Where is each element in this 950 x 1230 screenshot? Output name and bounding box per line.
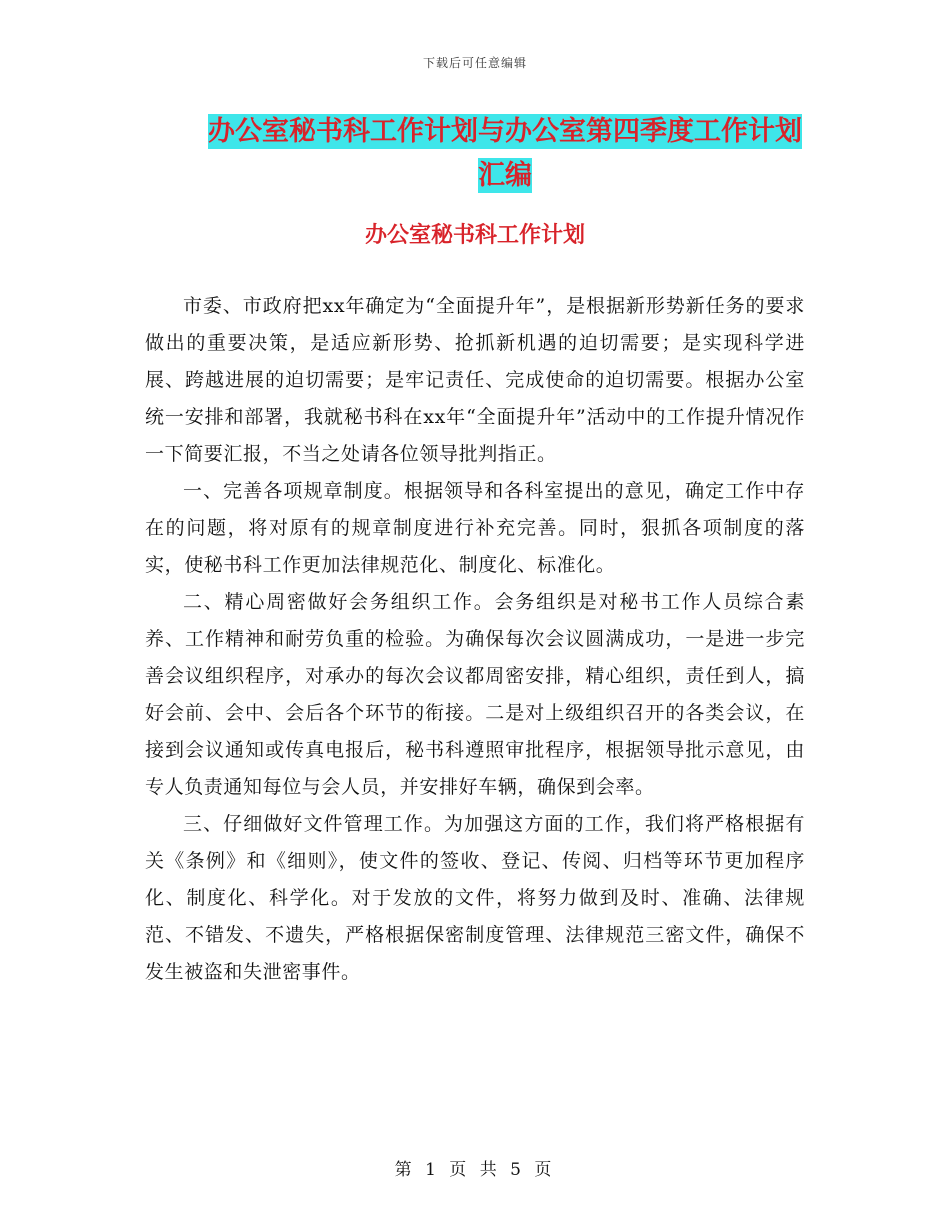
paragraph-item-1: 一、完善各项规章制度。根据领导和各科室提出的意见，确定工作中存在的问题，将对原有的规章制度进行补充完善。同时，狠抓各项制度的落实，使秘书科工作更加法律规范化、制度化、标准化。 — [145, 480, 805, 576]
document-title — [195, 110, 815, 198]
document-body — [145, 288, 805, 991]
section-title: 办公室秘书科工作计划 — [364, 223, 585, 248]
paragraph-intro: 市委、市政府把xx年确定为“全面提升年”，是根据新形势新任务的要求做出的重要决策，是适应新形势、抢抓新机遇的迫切需要；是实现科学进展、跨越进展的迫切需要；是牢记责任、完成使命的迫切需要。根据办公室统一安排和部署，我就秘书科在xx年“全面提升年”活动中的工作提升情况作一下简要汇报，不当之处请各位领导批判指正。 — [145, 295, 805, 465]
document-title-text: 办公室秘书科工作计划与办公室第四季度工作计划汇编 — [208, 116, 802, 191]
page-number: 第 1 页 共 5 页 — [394, 1160, 556, 1180]
paragraph-item-3: 三、仔细做好文件管理工作。为加强这方面的工作，我们将严格根据有关《条例》和《细则》，使文件的签收、登记、传阅、归档等环节更加程序化、制度化、科学化。对于发放的文件，将努力做到及时、准确、法律规范、不错发、不遗失，严格根据保密制度管理、法律规范三密文件，确保不发生被盗和失泄密事件。 — [145, 813, 805, 983]
header-note: 下载后可任意编辑 — [422, 56, 527, 70]
paragraph-item-2: 二、精心周密做好会务组织工作。会务组织是对秘书工作人员综合素养、工作精神和耐劳负重的检验。为确保每次会议圆满成功，一是进一步完善会议组织程序，对承办的每次会议都周密安排，精心组织，责任到人，搞好会前、会中、会后各个环节的衔接。二是对上级组织召开的各类会议，在接到会议通知或传真电报后，秘书科遵照审批程序，根据领导批示意见，由专人负责通知每位与会人员，并安排好车辆，确保到会率。 — [145, 591, 805, 798]
